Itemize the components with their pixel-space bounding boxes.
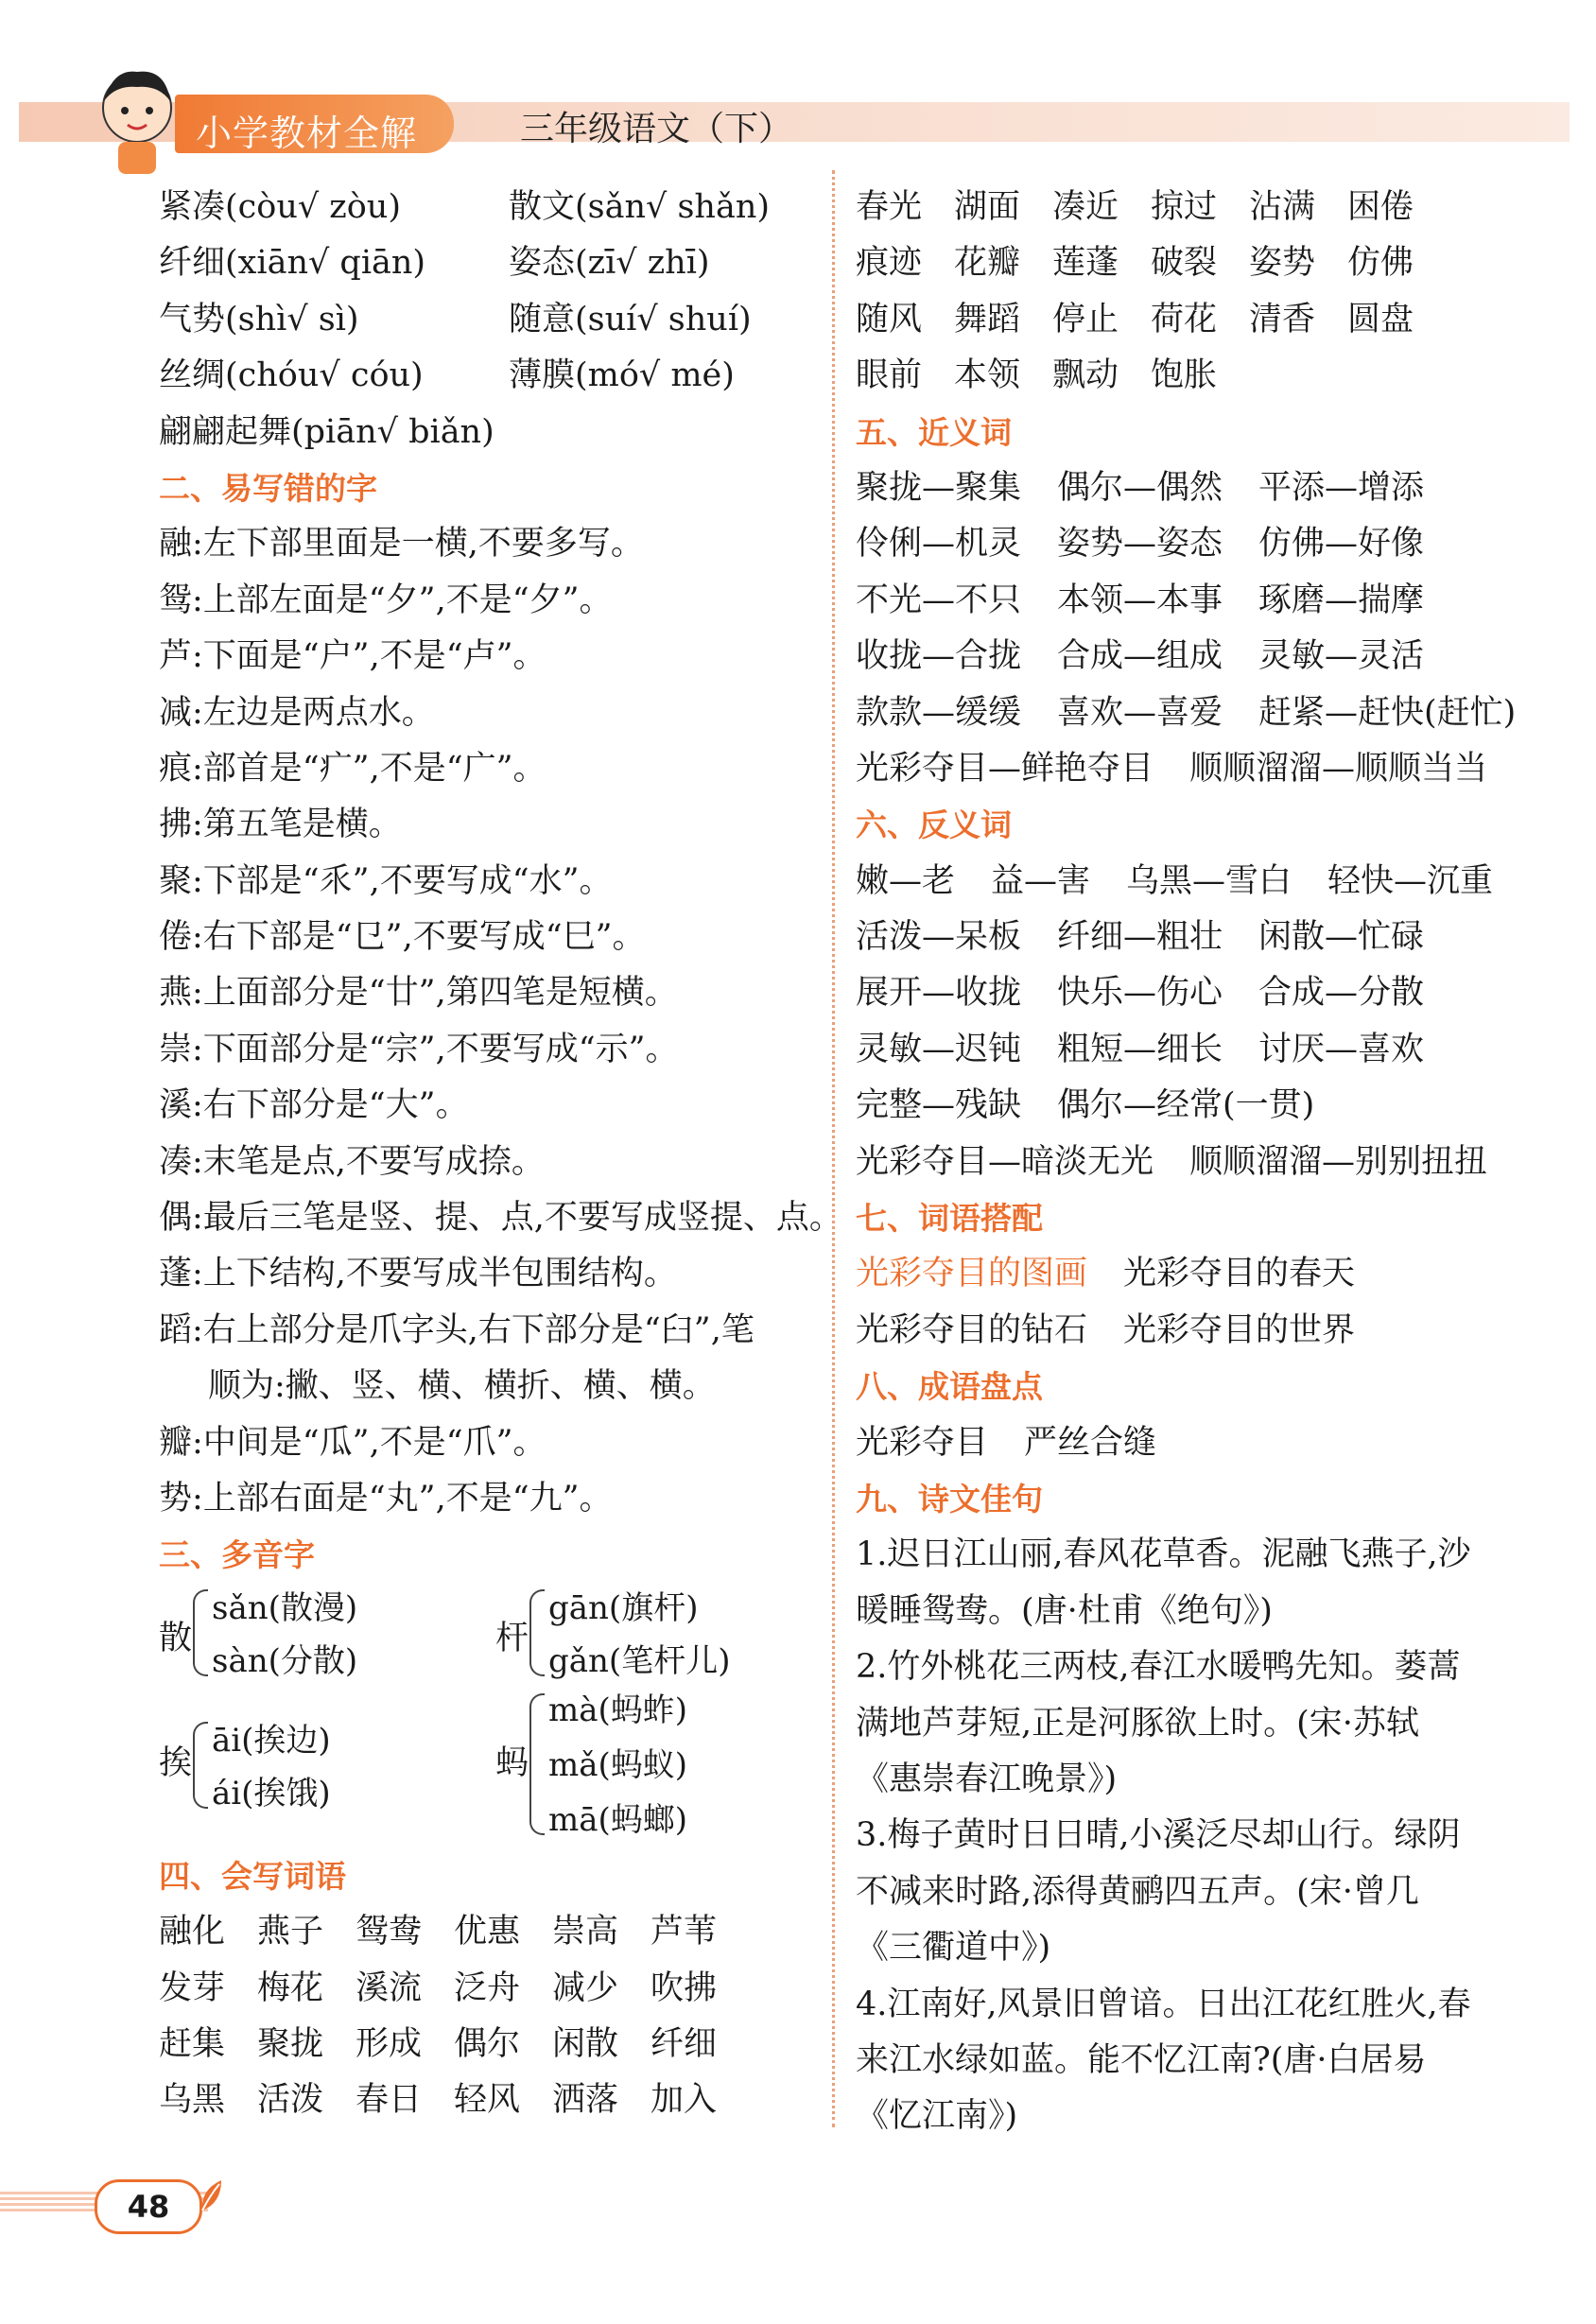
polyphone-reading: gān(旗杆) (548, 1588, 699, 1627)
synonym-pair: 偶尔—偶然 (1057, 468, 1223, 507)
pinyin-row (159, 235, 821, 291)
brand-title: 小学教材全解 (196, 113, 418, 154)
word: 饱胀 (1151, 356, 1218, 395)
brace-icon (193, 1589, 208, 1676)
word: 赶集 (159, 2024, 226, 2063)
synonym-pair: 喜欢—喜爱 (1057, 693, 1223, 732)
word-row (159, 2073, 821, 2128)
antonym-pair: 灵敏—迟钝 (856, 1030, 1022, 1068)
synonym-pair: 本领—本事 (1057, 581, 1223, 619)
synonym-pair: 收拢—合拢 (856, 637, 1022, 676)
section-heading: 六、反义词 (856, 806, 1012, 844)
word: 掠过 (1151, 188, 1218, 226)
section-heading: 五、近义词 (856, 413, 1012, 451)
synonym-pair: 灵敏—灵活 (1258, 637, 1425, 676)
poem-line: 1.迟日江山丽,春风花草香。泥融飞燕子,沙 (856, 1535, 1471, 1574)
word: 莲蓬 (1052, 244, 1119, 283)
word: 减少 (552, 1968, 619, 2007)
pinyin-item: 丝绸(chóu√ cóu) (159, 356, 424, 395)
pinyin-item: 纤细(xiān√ qiān) (159, 244, 426, 283)
poem-line: 满地芦芽短,正是河豚欲上时。(宋·苏轼 (856, 1704, 1419, 1743)
synonym-pair: 仿佛—好像 (1258, 525, 1425, 564)
word: 芦苇 (651, 1913, 718, 1951)
word-row (856, 235, 1518, 291)
word: 优惠 (454, 1913, 521, 1951)
collocation: 光彩夺目的图画 (856, 1255, 1088, 1293)
word: 困倦 (1347, 188, 1414, 226)
word: 飘动 (1052, 356, 1119, 395)
error-item: 蹈:右上部分是爪字头,右下部分是“臼”,笔 (159, 1310, 755, 1349)
word: 形成 (356, 2024, 423, 2063)
word: 花瓣 (954, 244, 1021, 283)
error-item: 燕:上面部分是“廿”,第四笔是短横。 (159, 974, 678, 1013)
word: 姿势 (1249, 244, 1316, 283)
idiom: 严丝合缝 (1024, 1423, 1157, 1462)
word: 舞蹈 (954, 300, 1021, 338)
word: 加入 (651, 2081, 718, 2120)
word: 活泼 (257, 2081, 324, 2120)
error-item: 倦:右下部是“㔾”,不要写成“巳”。 (159, 918, 646, 957)
antonym-row (856, 965, 1518, 1021)
pinyin-row (159, 180, 821, 235)
poem-line: 2.竹外桃花三两枝,春江水暖鸭先知。蒌蒿 (856, 1648, 1461, 1687)
antonym-pair: 偶尔—经常(一贯) (1057, 1086, 1315, 1125)
polyphone-reading: mǎ(蚂蚁) (548, 1745, 688, 1784)
word-row (856, 180, 1518, 235)
antonym-row (856, 1022, 1518, 1078)
section-heading: 八、成语盘点 (856, 1368, 1043, 1406)
antonym-pair: 活泼—呆板 (856, 918, 1022, 957)
word: 轻风 (454, 2081, 521, 2120)
synonym-pair: 赶紧—赶快(赶忙) (1258, 693, 1517, 732)
poem-line: 4.江南好,风景旧曾谙。日出江花红胜火,春 (856, 1985, 1471, 2023)
antonym-row (856, 854, 1518, 910)
error-item: 聚:下部是“乑”,不要写成“水”。 (159, 861, 613, 900)
poem-line: 来江水绿如蓝。能不忆江南?(唐·白居易 (856, 2040, 1427, 2079)
polyphone-reading: ái(挨饿) (212, 1774, 331, 1812)
word: 仿佛 (1347, 244, 1414, 283)
word: 吹拂 (651, 1968, 718, 2007)
polyphone-char: 挨 (159, 1743, 193, 1782)
polyphone-char: 散 (159, 1619, 193, 1657)
synonym-pair: 合成—组成 (1057, 637, 1223, 676)
word: 纤细 (651, 2024, 718, 2063)
pinyin-item: 随意(suí√ shuí) (509, 300, 752, 338)
collocation: 光彩夺目的春天 (1123, 1255, 1356, 1293)
word: 圆盘 (1347, 300, 1414, 338)
word: 沾满 (1249, 188, 1316, 226)
word: 燕子 (257, 1913, 324, 1951)
antonym-pair: 乌黑—雪白 (1126, 861, 1292, 900)
antonym-pair: 轻快—沉重 (1327, 861, 1494, 900)
word-row (159, 1904, 821, 1960)
synonym-pair: 平添—增添 (1258, 468, 1425, 507)
collocation-row (856, 1303, 1518, 1359)
antonym-pair: 完整—残缺 (856, 1086, 1022, 1125)
word: 泛舟 (454, 1968, 521, 2007)
pinyin-item: 紧凑(còu√ zòu) (159, 188, 402, 226)
synonym-row (856, 629, 1518, 685)
word: 偶尔 (454, 2024, 521, 2063)
word: 春光 (856, 188, 923, 226)
error-item: 鸳:上部左面是“夕”,不是“夕”。 (159, 581, 613, 619)
column-divider (832, 170, 835, 2127)
synonym-row (856, 741, 1518, 797)
word: 停止 (1052, 300, 1119, 338)
word-row (159, 2017, 821, 2073)
idiom: 光彩夺目 (856, 1423, 989, 1462)
pinyin-item: 姿态(zī√ zhī) (509, 244, 710, 283)
word-row (856, 292, 1518, 348)
poem-line: 《忆江南》) (856, 2097, 1018, 2136)
antonym-pair: 粗短—细长 (1057, 1030, 1223, 1068)
synonym-pair: 不光—不只 (856, 581, 1022, 619)
error-item: 凑:末笔是点,不要写成捺。 (159, 1142, 545, 1181)
left-column (159, 180, 842, 2129)
antonym-pair: 纤细—粗壮 (1057, 918, 1223, 957)
pinyin-item: 薄膜(mó√ mé) (509, 356, 735, 395)
error-item: 溪:右下部分是“大”。 (159, 1086, 469, 1125)
synonym-pair: 琢磨—揣摩 (1258, 581, 1425, 619)
word: 荷花 (1151, 300, 1218, 338)
polyphone-reading: mā(蚂螂) (548, 1800, 688, 1839)
antonym-pair: 讨厌—喜欢 (1258, 1030, 1425, 1068)
section-heading: 四、会写词语 (159, 1857, 346, 1895)
poem-line: 《惠崇春江晚景》) (856, 1760, 1118, 1798)
synonym-row (856, 460, 1518, 516)
polyphone-reading: gǎn(笔杆儿) (548, 1641, 731, 1680)
word: 凑近 (1052, 188, 1119, 226)
word: 湖面 (954, 188, 1021, 226)
poem-line: 《三衢道中》) (856, 1929, 1051, 1968)
word: 发芽 (159, 1968, 226, 2007)
word: 本领 (954, 356, 1021, 395)
word: 闲散 (552, 2024, 619, 2063)
antonym-pair: 光彩夺目—暗淡无光 (856, 1142, 1154, 1181)
collocation-row (856, 1246, 1518, 1302)
polyphone-row (159, 1688, 821, 1848)
polyphone-reading: mà(蚂蚱) (548, 1691, 688, 1729)
polyphone-char: 杆 (495, 1619, 529, 1657)
word: 眼前 (856, 356, 923, 395)
error-item: 势:上部右面是“丸”,不是“九”。 (159, 1479, 613, 1518)
word: 聚拢 (257, 2024, 324, 2063)
collocation: 光彩夺目的钻石 (856, 1310, 1088, 1349)
pinyin-row (159, 405, 821, 460)
subject-title: 三年级语文（下） (520, 110, 793, 148)
page-number: 48 (95, 2179, 202, 2234)
synonym-pair: 姿势—姿态 (1057, 525, 1223, 564)
section-heading: 二、易写错的字 (159, 469, 377, 507)
word-row (159, 1961, 821, 2017)
synonym-pair: 顺顺溜溜—顺顺当当 (1189, 749, 1488, 788)
polyphone-char: 蚂 (495, 1743, 529, 1782)
synonym-row (856, 573, 1518, 629)
polyphone-reading: āi(挨边) (212, 1721, 331, 1760)
antonym-pair: 顺顺溜溜—别别扭扭 (1189, 1142, 1488, 1181)
section-heading: 九、诗文佳句 (856, 1480, 1043, 1518)
word: 乌黑 (159, 2081, 226, 2120)
synonym-row (856, 685, 1518, 741)
word: 随风 (856, 300, 923, 338)
antonym-pair: 合成—分散 (1258, 974, 1425, 1013)
word: 鸳鸯 (356, 1913, 423, 1951)
antonym-pair: 闲散—忙碌 (1258, 918, 1425, 957)
word: 清香 (1249, 300, 1316, 338)
antonym-pair: 嫩—老 (856, 861, 956, 900)
section-heading: 七、词语搭配 (856, 1200, 1043, 1238)
error-item: 痕:部首是“疒”,不是“广”。 (159, 749, 546, 788)
synonym-pair: 光彩夺目—鲜艳夺目 (856, 749, 1154, 788)
word: 溪流 (356, 1968, 423, 2007)
word: 破裂 (1151, 244, 1218, 283)
poem-line: 不减来时路,添得黄鹂四五声。(宋·曾几 (856, 1872, 1419, 1911)
poem-line: 暖睡鸳鸯。(唐·杜甫《绝句》) (856, 1591, 1273, 1630)
right-column (856, 180, 1518, 2145)
error-item: 偶:最后三笔是竖、提、点,不要写成竖提、点。 (159, 1199, 842, 1238)
word: 崇高 (552, 1913, 619, 1951)
page-header (0, 0, 1596, 180)
brace-icon (529, 1693, 545, 1835)
section-heading: 三、多音字 (159, 1536, 315, 1574)
synonym-pair: 伶俐—机灵 (856, 525, 1022, 564)
error-item: 瓣:中间是“瓜”,不是“爪”。 (159, 1423, 546, 1462)
word: 梅花 (257, 1968, 324, 2007)
error-item: 拂:第五笔是横。 (159, 806, 402, 844)
brand-tag (175, 95, 454, 153)
word-row (856, 348, 1518, 404)
brace-icon (529, 1589, 545, 1676)
polyphone-reading: sǎn(散漫) (212, 1588, 358, 1627)
pinyin-row (159, 292, 821, 348)
synonym-row (856, 516, 1518, 572)
antonym-row (856, 1135, 1518, 1190)
collocation: 光彩夺目的世界 (1123, 1310, 1356, 1349)
pinyin-item: 散文(sǎn√ shǎn) (509, 188, 771, 226)
antonym-pair: 展开—收拢 (856, 974, 1022, 1013)
pinyin-item: 气势(shì√ sì) (159, 300, 359, 338)
word: 春日 (356, 2081, 423, 2120)
pinyin-item: 翩翩起舞(piān√ biǎn) (159, 412, 494, 451)
synonym-pair: 款款—缓缓 (856, 693, 1022, 732)
leaf-icon (199, 2177, 225, 2214)
antonym-row (856, 1078, 1518, 1134)
error-item: 崇:下面部分是“宗”,不要写成“示”。 (159, 1030, 679, 1068)
word: 融化 (159, 1913, 226, 1951)
poem-line: 3.梅子黄时日日晴,小溪泛尽却山行。绿阴 (856, 1816, 1461, 1855)
error-item: 蓬:上下结构,不要写成半包围结构。 (159, 1255, 677, 1293)
polyphone-reading: sàn(分散) (212, 1641, 358, 1680)
idiom-row (856, 1415, 1518, 1471)
error-item: 芦:下面是“户”,不是“卢”。 (159, 637, 546, 676)
antonym-row (856, 910, 1518, 965)
antonym-pair: 快乐—伤心 (1057, 974, 1223, 1013)
synonym-pair: 聚拢—聚集 (856, 468, 1022, 507)
error-item: 融:左下部里面是一横,不要多写。 (159, 525, 644, 564)
polyphone-row (159, 1584, 821, 1688)
word: 痕迹 (856, 244, 923, 283)
brace-icon (193, 1722, 208, 1809)
pinyin-row (159, 348, 821, 404)
error-item: 顺为:撇、竖、横、横折、横、横。 (208, 1367, 716, 1406)
error-item: 减:左边是两点水。 (159, 693, 435, 732)
antonym-pair: 益—害 (991, 861, 1091, 900)
word: 洒落 (552, 2081, 619, 2120)
mascot-icon (76, 59, 199, 182)
